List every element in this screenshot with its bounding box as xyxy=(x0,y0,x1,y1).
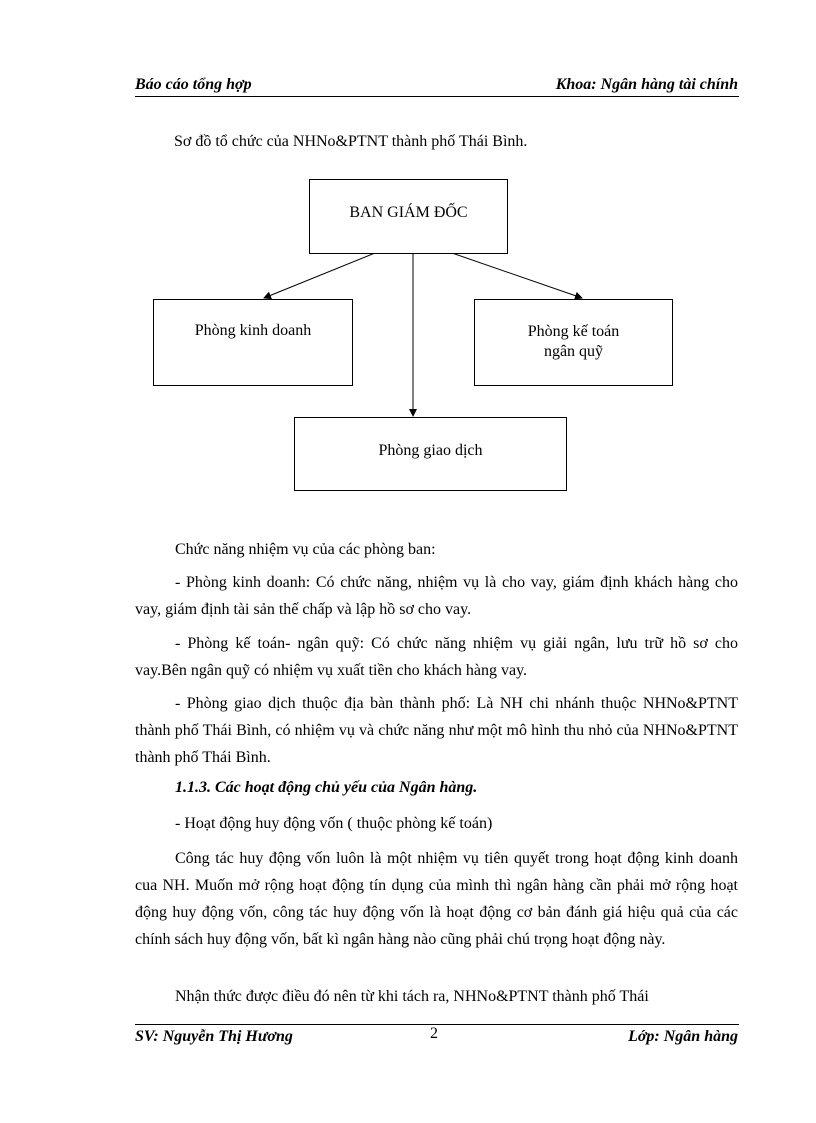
org-box-phong-ke-toan xyxy=(474,299,673,386)
section-heading: 1.1.3. Các hoạt động chủ yếu của Ngân hàng. xyxy=(175,779,478,796)
paragraph-kinh-doanh: - Phòng kinh doanh: Có chức năng, nhiệm vụ là cho vay, giám định khách hàng cho vay, giám định tài sản thế chấp và lập hồ sơ cho vay. xyxy=(135,574,738,618)
footer-student: SV: Nguyễn Thị Hương xyxy=(135,1028,293,1045)
paragraph-cong-tac: Công tác huy động vốn luôn là một nhiệm vụ tiên quyết trong hoạt động kinh doanh cua NH. Muốn mở rộng hoạt động tín dụng của mình thì ngân hàng cần phải mở rộng hoạt động huy động vốn, công tác huy động vốn là hoạt động cơ bản đánh giá hiệu quả của các chính sách huy động vốn, bất kì ngân hàng nào cũng phải chú trọng hoạt động này. xyxy=(135,850,738,948)
org-box-label: Phòng kinh doanh xyxy=(194,322,312,339)
connector-to-ke-toan xyxy=(452,253,582,298)
org-box-phong-giao-dich xyxy=(294,417,567,491)
org-box-ban-giam-doc xyxy=(309,179,508,254)
header-title: Báo cáo tổng hợp xyxy=(135,76,252,93)
paragraph-huy-dong-von: - Hoạt động huy động vốn ( thuộc phòng kế toán) xyxy=(175,815,493,832)
org-box-label: Phòng kế toán ngân quỹ xyxy=(527,323,620,360)
connector-to-kinh-doanh xyxy=(264,253,375,298)
org-box-phong-kinh-doanh xyxy=(153,299,353,386)
paragraph-giao-dich: - Phòng giao dịch thuộc địa bàn thành phố: Là NH chi nhánh thuộc NHNo&PTNT thành phố Thái Bình, có nhiệm vụ và chức năng như một mô hình thu nhỏ của NHNo&PTNT thành phố Thái Bình. xyxy=(135,695,738,766)
paragraph-nhan-thuc: Nhận thức được điều đó nên từ khi tách ra, NHNo&PTNT thành phố Thái xyxy=(175,988,649,1005)
footer-class: Lớp: Ngân hàng xyxy=(628,1028,738,1045)
paragraph-intro: Chức năng nhiệm vụ của các phòng ban: xyxy=(175,541,436,558)
chart-caption: Sơ đồ tổ chức của NHNo&PTNT thành phố Thái Bình. xyxy=(174,133,528,150)
page-number: 2 xyxy=(430,1025,438,1042)
org-box-label: BAN GIÁM ĐỐC xyxy=(349,204,468,221)
org-box-label: Phòng giao dịch xyxy=(378,442,483,459)
header-faculty: Khoa: Ngân hàng tài chính xyxy=(555,76,738,93)
paragraph-ke-toan: - Phòng kế toán- ngân quỹ: Có chức năng nhiệm vụ giải ngân, lưu trữ hồ sơ cho vay.Bên ngân quỹ có nhiệm vụ xuất tiền cho khách hàng vay. xyxy=(135,635,738,679)
